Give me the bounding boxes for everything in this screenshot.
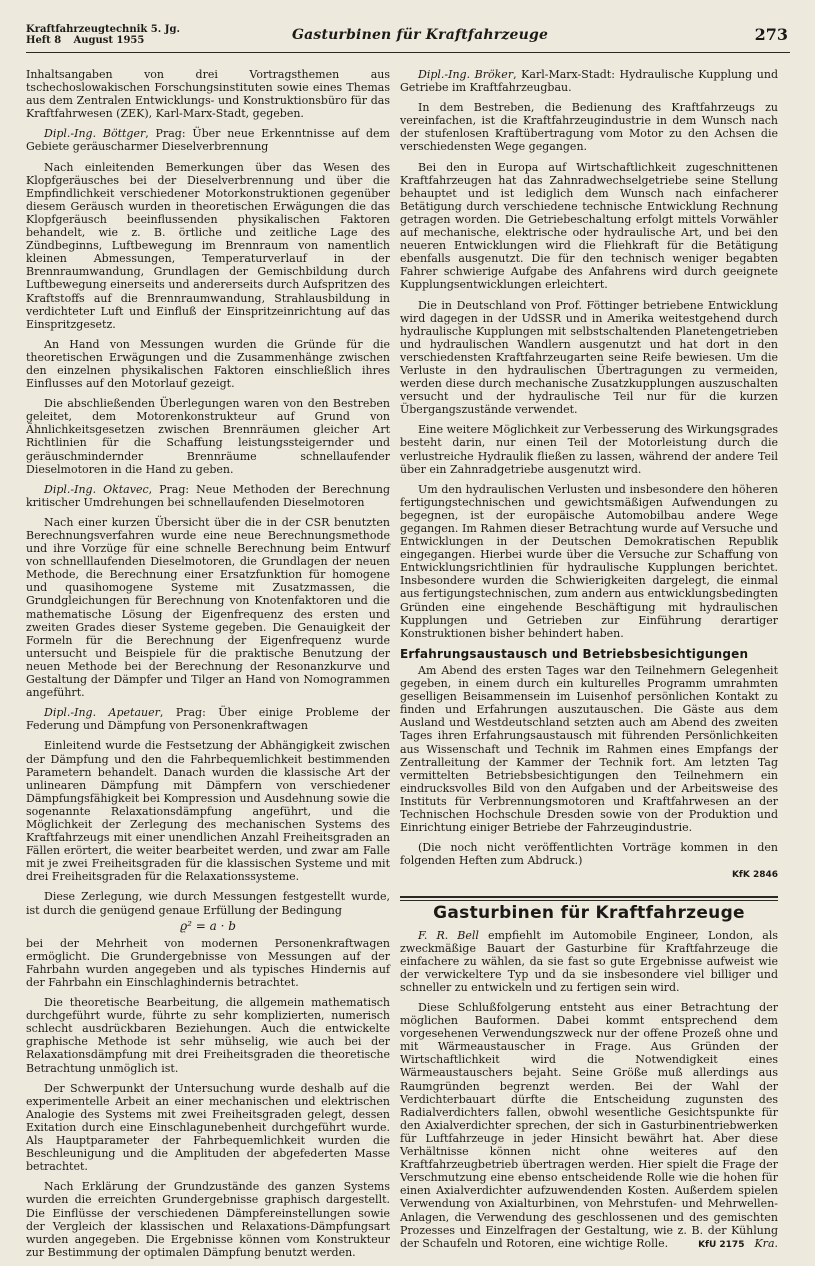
body-paragraph	[400, 929, 778, 994]
section-heading: Erfahrungsaustausch und Betriebsbesichtigungen	[400, 646, 749, 661]
talk-title: , Prag: Über neue Erkenntnisse auf dem Gebiete geräuscharmer Dieselverbrennung	[26, 127, 390, 154]
speaker-name: Dipl.-Ing. Böttger	[44, 127, 146, 141]
author-name: F. R. Bell	[418, 928, 479, 942]
divider	[400, 896, 778, 898]
speaker-name: Dipl.-Ing. Bröker	[418, 68, 514, 81]
body-paragraph: Nach einer kurzen Übersicht über die in der CSR benutzten Berechnungsverfahren wurde eine neue Berechnungsmethode und ihre Vorzüge für eine schnelle Berechnung beim Entwurf von schnelllaufenden Dieselmotoren, die Grundlagen der neuen Methode, die Berechnung einer Ersatzfunktion für homogene und quasihomogene Systeme mit Zusatzmassen, die Grundgleichungen für Berechnung von Knotenfaktoren und die mathematische Lösung der Eigenfrequenz des ersten und zweiten Grades dieser Systeme gegeben. Die Genauigkeit der Formeln für die Berechnung der Eigenfrequenz wurde untersucht und Beispiele für die praktische Benutzung der neuen Methode bei der Berechnung der Resonanzkurve und Gestaltung der Dämpfer und Tilger an Hand von Nomogrammen angeführt.	[26, 515, 390, 700]
talk-title: , Karl-Marx-Stadt: Hydraulische Kupplung und Getriebe im Kraftfahrzeugbau.	[400, 68, 778, 95]
issue-number: Heft 8	[26, 35, 62, 46]
left-column	[26, 68, 390, 1266]
speaker-name: Dipl.-Ing. Oktavec	[44, 482, 149, 496]
page-header	[26, 22, 790, 53]
body-paragraph: Eine weitere Möglichkeit zur Verbesserung des Wirkungsgrades besteht darin, nur einen Teil der Motorleistung durch die verlustreiche Hydraulik fließen zu lassen, während der andere Teil über ein Zahnradgetriebe ausgenutzt wird.	[400, 423, 778, 476]
talk-heading-oktavec	[26, 483, 390, 509]
talk-title: , Prag: Über einige Probleme der Federung und Dämpfung von Personenkraftwagen	[26, 706, 391, 733]
damping-formula: ϱ² = a · b	[180, 918, 236, 933]
divider	[400, 900, 778, 901]
body-paragraph: Die in Deutschland von Prof. Föttinger betriebene Entwicklung wird dagegen in der UdSSR und in Amerika weitestgehend durch hydraulische Kupplungen mit selbstschaltenden Planetengetrieben und hydraulischen Wandlern ausgenutzt und hat dort in den verschiedensten Kraftfahrzeugarten seine Reife bewiesen. Um die Verluste in den hydraulischen Übertragungen zu vermeiden, werden diese durch mechanische Zusatzkupplungen auszuschalten versucht und der hydraulische Teil nur für die kurzen Übergangszustände verwendet.	[400, 298, 778, 417]
body-paragraph: Diese Schlußfolgerung entsteht aus einer Betrachtung der möglichen Bauformen. Dabei kommt entsprechend dem vorgesehenen Verwendungszweck nur der offene Prozeß ohne und mit Wärmeaustauscher in Frage. Aus Gründen der Wirtschaftlichkeit wird die Notwendigkeit eines Wärmeaustauschers bejaht. Seine Größe muß allerdings aus Raumgründen begrenzt werden. Bei der Wahl der Verdichterbauart dürfte die Entscheidung zugunsten des Radialverdichters fallen, obwohl wesentliche Gesichtspunkte für den Axialverdichter sprechen, der sich in Gasturbinentriebwerken für Luftfahrzeuge in jeder Hinsicht bewährt hat. Aber diese Verhältnisse können nicht ohne weiteres auf den Kraftfahrzeugbetrieb übertragen werden. Hier spielt die Frage der Verschmutzung eine ebenso entscheidende Rolle wie die hohen für einen Axialverdichter aufzuwendenden Kosten. Außerdem spielen Verwendung von Axialturbinen, von Mehrstufen- und Mehrwellen-Anlagen, die Verwendung des geschlossenen und des gemischten Prozesses und Einzelfragen der Gestaltung, wie z. B. der Kühlung der Schaufeln und Rotoren, eine wichtige Rolle.	[400, 1001, 778, 1250]
speaker-name: Dipl.-Ing. Apetauer	[44, 706, 160, 720]
body-paragraph: Nach einleitenden Bemerkungen über das Wesen des Klopfgeräusches bei der Dieselverbrennung und über die Empfindlichkeit verschiedener Motorkonstruktionen gegenüber diesem Geräusch wurden in theoretischen Erwägungen die das Klopfgeräusch beeinflussenden physikalischen Faktoren behandelt, wie z. B. örtliche und zeitliche Lage des Zündbeginns, Luftbewegung im Brennraum von namentlich kleinen Abmessungen, Temperaturverlauf in der Brennraumwandung, Grundlagen der Gemischbildung durch Luftbewegung einerseits und andererseits durch Aufspritzen des Kraftstoffs auf die Brennraumwandung, Strahlausbildung in verdichteter Luft und Einfluß der Einspritzeinrichtung auf das Einspritzgesetz.	[26, 160, 390, 331]
reference-code: KfU 2175	[698, 1239, 745, 1250]
article-title: Gasturbinen für Kraftfahrzeuge	[433, 903, 745, 924]
section-code-row	[400, 867, 778, 882]
journal-title: Kraftfahrzeugtechnik 5. Jg.	[26, 24, 180, 35]
running-title: Gasturbinen für Kraftfahrzeuge	[291, 27, 549, 43]
body-paragraph: (Die noch nicht veröffentlichten Vorträge kommen in den folgenden Heften zum Abdruck.)	[400, 841, 778, 868]
talk-heading-apetauer	[26, 706, 390, 732]
reference-code: KfK 2846	[731, 870, 778, 881]
body-paragraph: Am Abend des ersten Tages war den Teilnehmern Gelegenheit gegeben, in einem durch ein kulturelles Programm umrahmten geselligen Beisammensein im Luisenhof persönlichen Kontakt zu finden und Erfahrungen auszutauschen. Die Gäste aus dem Ausland und Westdeutschland setzten auch am Abend des zweiten Tages ihren Erfahrungsaustausch mit führenden Persönlichkeiten aus Wissenschaft und Technik im Rahmen eines Empfangs der Zentralleitung der Kammer der Technik fort. Am letzten Tag vermittelten Betriebsbesichtigungen den Teilnehmern ein eindrucksvolles Bild von den Aufgaben und der Arbeitsweise des Instituts für Verbrennungsmotoren und Kraftfahrwesen an der Technischen Hochschule Dresden sowie von der Produktion und Einrichtung einiger Betriebe der Fahrzeugindustrie.	[400, 663, 778, 835]
body-paragraph: Um den hydraulischen Verlusten und insbesondere den höheren fertigungstechnischen und gewichtsmäßigen Aufwendungen zu begegnen, ist der europäische Automobilbau andere Wege gegangen. Im Rahmen dieser Betrachtung wurde auf Versuche und Entwicklungen in der Deutschen Demokratischen Republik eingegangen. Hierbei wurde über die Versuche zur Schaffung von Entwicklungsrichtlinien für hydraulische Kupplungen berichtet. Insbesondere wurden die Schwierigkeiten dargelegt, die einmal aus fertigungstechnischen, zum andern aus entwicklungsbedingten Gründen eine eingehende Beschäftigung mit hydraulischen Kupplungen und Getrieben zur Einführung derartiger Konstruktionen bisher behindert haben.	[400, 482, 778, 640]
talk-heading-boettger	[26, 127, 390, 153]
section-footer	[400, 841, 778, 867]
page-number: 273	[754, 25, 788, 44]
body-paragraph: Nach Erklärung der Grundzustände des ganzen Systems wurden die erreichten Grundergebnisse graphisch dargestellt. Die Einflüsse der verschiedenen Dämpfereinstellungen sowie der Vergleich der klassischen und Relaxations-Dämpfungsart wurden angegeben. Die Ergebnisse können vom Konstrukteur zur Bestimmung der optimalen Dämpfung benutzt werden.	[26, 1180, 390, 1259]
right-column	[400, 68, 778, 1252]
issue-date: August 1955	[73, 35, 145, 46]
intro-paragraph: Inhaltsangaben von drei Vortragsthemen aus tschechoslowakischen Forschungsinstituten sowie eines Themas aus dem Zentralen Entwicklungs- und Konstruktionsbüro für das Kraftfahrwesen (ZEK), Karl-Marx-Stadt, gegeben.	[26, 68, 390, 121]
body-paragraph: Bei den in Europa auf Wirtschaftlichkeit zugeschnittenen Kraftfahrzeugen hat das Zahnradwechselgetriebe seine Stellung behauptet und ist lediglich dem Wunsch nach einfacherer Betätigung durch verschiedene technische Entwicklung Rechnung getragen worden. Die Getriebeschaltung erfolgt mittels Vorwähler auf mechanische, elektrische oder hydraulische Art, und bei den neueren Entwicklungen wird die Fliehkraft für die Betätigung ebenfalls ausgenutzt. Die für den technisch weniger begabten Fahrer schwierige Aufgabe des Anfahrens wird durch geeignete Kupplungsentwicklungen erleichtert.	[400, 160, 778, 292]
body-paragraph: bei der Mehrheit von modernen Personenkraftwagen ermöglicht. Die Grundergebnisse von Messungen auf der Fahrbahn wurden angegeben und als typisches Hindernis auf der Fahrbahn ein Einschlaghindernis betrachtet.	[26, 936, 390, 989]
body-paragraph: Diese Zerlegung, wie durch Messungen festgestellt wurde, ist durch die genügend genaue Erfüllung der Bedingung	[26, 890, 390, 917]
body-text: empfiehlt im Automobile Engineer, London, als zweckmäßige Bauart der Gasturbine für Kraftfahrzeuge die einfachere zu wählen, da sie fast so gute Ergebnisse aufweist wie der verwickeltere Typ und da sie insbesondere viel billiger und schneller zu entwickeln und zu fertigen sein wird.	[400, 928, 778, 994]
body-paragraph: Die theoretische Bearbeitung, die allgemein mathematisch durchgeführt wurde, führte zu sehr komplizierten, numerisch schlecht ausdrückbaren Beziehungen. Auch die entwickelte graphische Methode ist sehr mühselig, wie auch bei der Relaxationsdämpfung mit drei Freiheitsgraden die theoretische Betrachtung unmöglich ist.	[26, 996, 390, 1075]
body-paragraph: Der Schwerpunkt der Untersuchung wurde deshalb auf die experimentelle Arbeit an einer mechanischen und elektrischen Analogie des Systems mit zwei Freiheitsgraden gelegt, dessen Exitation durch eine Einschlagunebenheit durchgeführt wurde. Als Hauptparameter der Fahrbequemlichkeit wurden die Beschleunigung und die Amplituden der abgefederten Masse betrachtet.	[26, 1081, 390, 1174]
signature: Kra.	[754, 1236, 778, 1250]
body-paragraph: Die abschließenden Überlegungen waren von den Bestreben geleitet, dem Motorenkonstrukteur auf Grund von Ähnlichkeitsgesetzen zwischen Brennräumen gleicher Art Richtlinien für die Schaffung leistungssteigernder und geräuschmindernder Brennräume schnellaufender Dieselmotoren in die Hand zu geben.	[26, 397, 390, 476]
talk-title: , Prag: Neue Methoden der Berechnung kritischer Umdrehungen bei schnellaufenden Dieselmotoren	[26, 482, 391, 509]
body-paragraph: An Hand von Messungen wurden die Gründe für die theoretischen Erwägungen und die Zusammenhänge zwischen den einzelnen physikalischen Faktoren einschließlich ihres Einflusses auf den Motorlauf gezeigt.	[26, 337, 390, 391]
talk-heading-broeker	[400, 68, 778, 94]
body-paragraph: Einleitend wurde die Festsetzung der Abhängigkeit zwischen der Dämpfung und den die Fahrbequemlichkeit bestimmenden Parametern behandelt. Danach wurden die klassische Art der unlinearen Dämpfung mit Dämpfern von verschiedener Dämpfungsfähigkeit bei Kompression und Ausdehnung sowie die sogenannte Relaxationsdämpfung angeführt, und die Möglichkeit der Zerlegung des mechanischen Systems des Kraftfahrzeugs mit einer unendlichen Anzahl Freiheitsgraden an Fällen erörtert, die weiter bearbeitet werden, und zwar am Falle mit je zwei Freiheitsgraden für die klassischen Systeme und mit drei Freiheitsgraden für die Relaxationssysteme.	[26, 739, 390, 884]
body-paragraph: In dem Bestreben, die Bedienung des Kraftfahrzeugs zu vereinfachen, ist die Kraftfahrzeugindustrie in dem Wunsch nach der stufenlosen Kraftübertragung vom Motor zu den Achsen die verschiedensten Wege gegangen.	[400, 101, 778, 154]
